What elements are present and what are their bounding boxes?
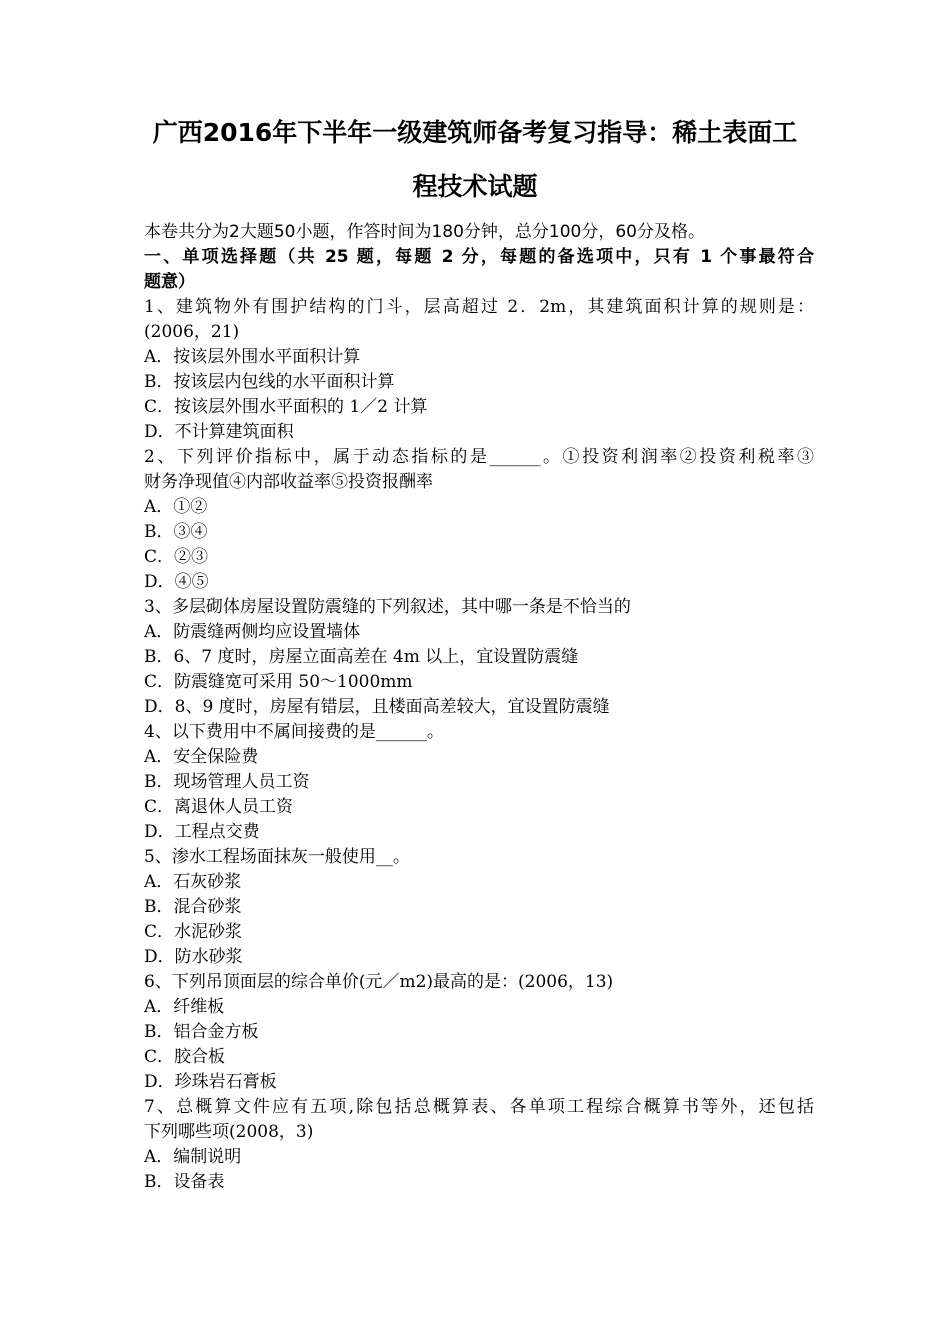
question-4-stem-line-1: 4、以下费用中不属间接费的是______。 [144, 722, 444, 742]
document-body [144, 220, 814, 1195]
question-6-option-b: B．铝合金方板 [144, 1022, 259, 1042]
question-1-option-c: C．按该层外围水平面积的 1／2 计算 [144, 397, 428, 417]
document-title-line-2: 程技术试题 [412, 172, 538, 201]
question-2-option-d: D．④⑤ [144, 572, 209, 592]
question-2-option-c: C．②③ [144, 547, 209, 567]
exam-intro: 本卷共分为2大题50小题，作答时间为180分钟，总分100分，60分及格。 [144, 222, 705, 242]
question-2-option-b: B．③④ [144, 522, 208, 542]
question-2-stem-line-1: 2、下列评价指标中，属于动态指标的是______。①投资利润率②投资利税率③ [144, 447, 814, 467]
question-4-option-d: D．工程点交费 [144, 822, 260, 842]
question-1-stem-line-2: (2006，21) [144, 322, 240, 342]
question-4-option-a: A．安全保险费 [144, 747, 259, 767]
question-2-stem-line-2: 财务净现值④内部收益率⑤投资报酬率 [144, 472, 433, 492]
question-6-option-a: A．纤维板 [144, 997, 225, 1017]
question-7-stem-line-1: 7、总概算文件应有五项,除包括总概算表、各单项工程综合概算书等外，还包括 [144, 1097, 814, 1117]
question-1-option-b: B．按该层内包线的水平面积计算 [144, 372, 395, 392]
question-7-option-a: A．编制说明 [144, 1147, 242, 1167]
question-4-option-c: C．离退休人员工资 [144, 797, 294, 817]
question-4-option-b: B．现场管理人员工资 [144, 772, 310, 792]
section-heading-line-2: 题意） [144, 272, 195, 292]
question-7-option-b: B．设备表 [144, 1172, 225, 1192]
question-1-stem-line-1: 1、建筑物外有围护结构的门斗，层高超过 2．2m，其建筑面积计算的规则是： [144, 297, 814, 317]
question-1-option-d: D．不计算建筑面积 [144, 422, 294, 442]
question-3-option-b: B．6、7 度时，房屋立面高差在 4m 以上，宜设置防震缝 [144, 647, 579, 667]
question-6-option-c: C．胶合板 [144, 1047, 226, 1067]
question-5-option-b: B．混合砂浆 [144, 897, 242, 917]
question-1-option-a: A．按该层外围水平面积计算 [144, 347, 361, 367]
question-3-option-d: D．8、9 度时，房屋有错层，且楼面高差较大，宜设置防震缝 [144, 697, 610, 717]
question-5-option-c: C．水泥砂浆 [144, 922, 243, 942]
question-3-option-a: A．防震缝两侧均应设置墙体 [144, 622, 361, 642]
question-2-option-a: A．①② [144, 497, 208, 517]
question-3-option-c: C．防震缝宽可采用 50～1000mm [144, 672, 413, 692]
question-5-option-d: D．防水砂浆 [144, 947, 243, 967]
question-5-option-a: A．石灰砂浆 [144, 872, 242, 892]
document-title-line-1: 广西2016年下半年一级建筑师备考复习指导：稀土表面工 [152, 118, 798, 147]
question-3-stem-line-1: 3、多层砌体房屋设置防震缝的下列叙述，其中哪一条是不恰当的 [144, 597, 631, 617]
question-7-stem-line-2: 下列哪些项(2008，3) [144, 1122, 314, 1142]
question-5-stem-line-1: 5、渗水工程场面抹灰一般使用__。 [144, 847, 410, 867]
question-6-option-d: D．珍珠岩石膏板 [144, 1072, 277, 1092]
question-6-stem-line-1: 6、下列吊顶面层的综合单价(元／m2)最高的是：(2006，13) [144, 972, 614, 992]
section-heading-line-1: 一、单项选择题（共 25 题，每题 2 分，每题的备选项中，只有 1 个事最符合 [144, 247, 814, 267]
